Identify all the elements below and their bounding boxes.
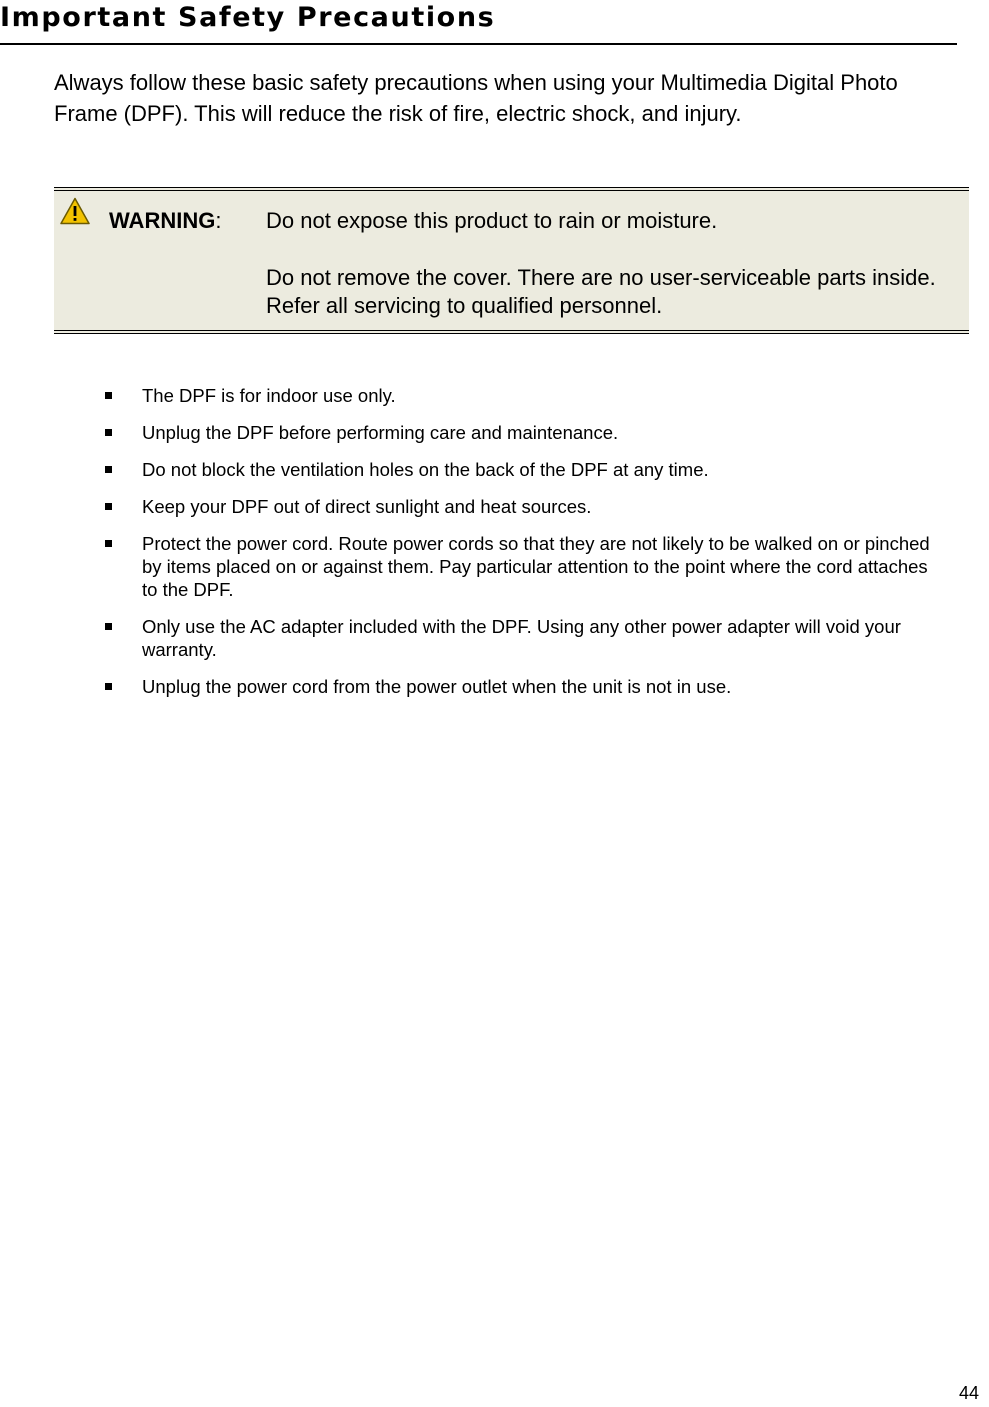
warning-text-cover: Do not remove the cover. There are no user-serviceable parts inside. Refer all servicing to qualified personnel. bbox=[266, 265, 936, 318]
bullet-square-icon bbox=[105, 623, 112, 630]
bullet-square-icon bbox=[105, 392, 112, 399]
page-title: Important Safety Precautions bbox=[0, 2, 496, 33]
list-item-text: Unplug the DPF before performing care and maintenance. bbox=[142, 422, 619, 443]
bullet-square-icon bbox=[105, 503, 112, 510]
warning-label bbox=[109, 207, 221, 235]
list-item bbox=[103, 384, 943, 407]
list-item bbox=[103, 458, 943, 481]
intro-paragraph: Always follow these basic safety precautions when using your Multimedia Digital Photo Frame (DPF). This will reduce the risk of fire, electric shock, and injury. bbox=[54, 70, 898, 126]
bullet-square-icon bbox=[105, 429, 112, 436]
warning-triangle-icon bbox=[60, 197, 90, 225]
list-item-text: Keep your DPF out of direct sunlight and heat sources. bbox=[142, 496, 592, 517]
page-number: 44 bbox=[958, 1383, 979, 1403]
list-item bbox=[103, 421, 943, 444]
precautions-list bbox=[103, 384, 943, 712]
list-item-text: Do not block the ventilation holes on the back of the DPF at any time. bbox=[142, 459, 709, 480]
page-heading-bar bbox=[0, 0, 957, 45]
list-item bbox=[103, 675, 943, 698]
list-item-text: Only use the AC adapter included with the DPF. Using any other power adapter will void your warranty. bbox=[142, 616, 901, 660]
list-item bbox=[103, 615, 943, 661]
warning-label-text: WARNING bbox=[109, 208, 216, 233]
list-item bbox=[103, 495, 943, 518]
list-item-text: Protect the power cord. Route power cords so that they are not likely to be walked on or pinched by items placed on or against them. Pay particular attention to the point where the cord attaches to the DPF. bbox=[142, 533, 930, 600]
bullet-square-icon bbox=[105, 540, 112, 547]
warning-label-colon: : bbox=[215, 208, 222, 233]
list-item-text: Unplug the power cord from the power outlet when the unit is not in use. bbox=[142, 676, 732, 697]
list-item bbox=[103, 532, 943, 601]
warning-text-moisture: Do not expose this product to rain or moisture. bbox=[266, 208, 718, 233]
list-item-text: The DPF is for indoor use only. bbox=[142, 385, 396, 406]
warning-box bbox=[54, 187, 969, 334]
bullet-square-icon bbox=[105, 466, 112, 473]
bullet-square-icon bbox=[105, 683, 112, 690]
